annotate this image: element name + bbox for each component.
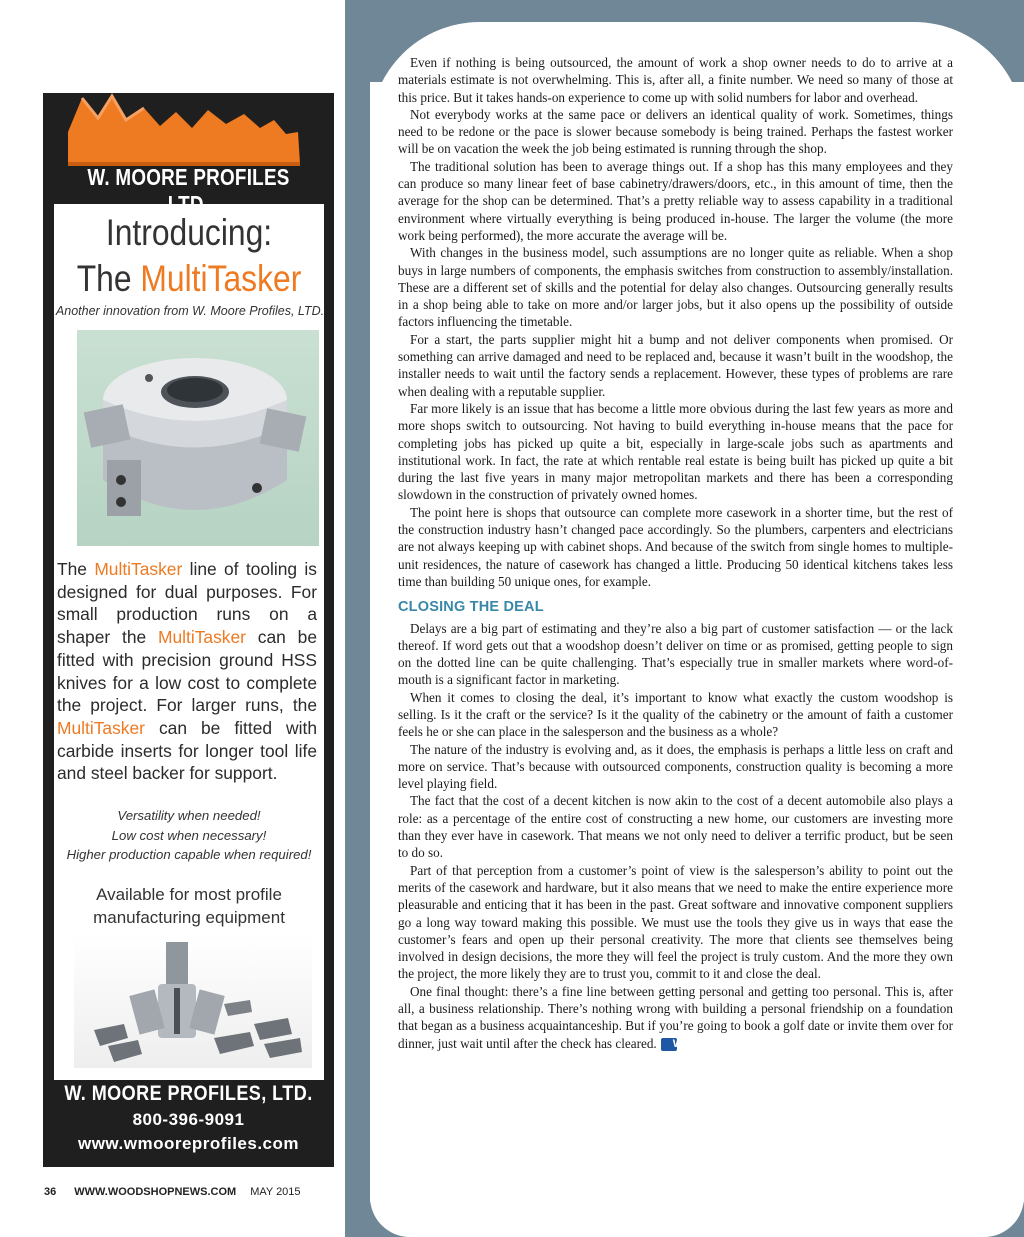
article-paragraph: Part of that perception from a customer’s point of view is the salesperson’s ability to point out the merits of the casework and hardware, but it also means that we need to make the entire experience more pleasurable and enticing that it has been in the past. Great software and innovative component suppliers go a long way toward making this possible. We must use the tools they give us in ways that ease the customer’s fears and open up their personal creativity. The more that clients see themselves being involved in design decisions, the more they will feel the project is truly custom. And the more they own the project, the more likely they are to trust you, commit to it and close the deal.: [398, 862, 953, 982]
ad-headline-intro: Introducing:: [105, 212, 273, 253]
article-body: [398, 54, 953, 1052]
ad-availability-line: Available for most profile: [96, 885, 282, 904]
page-number: 36: [44, 1186, 57, 1198]
article-paragraph: Far more likely is an issue that has become a little more obvious during the last few years as more and more shops switch to outsourcing. Not having to build everything in-house means that the pace for completing jobs has picked up quite a bit, especially in large-scale jobs such as apartments and institutional work. In fact, the rate at which rentable real estate is being built has picked up quite a bit during the last five years in many major metropolitan markets and there has been a corresponding slowdown in the construction of privately owned homes.: [398, 400, 953, 503]
article-card-bottom: [370, 1180, 1024, 1237]
ad-body-brand: MultiTasker: [94, 559, 183, 579]
page-folio: [44, 1186, 301, 1198]
ad-availability-line: manufacturing equipment: [93, 907, 285, 927]
ad-benefits: [54, 806, 324, 865]
end-mark-icon: W: [661, 1038, 677, 1051]
tooling-set-product-image: [74, 934, 312, 1068]
company-logo-icon: [60, 88, 310, 168]
ad-body-text: can be fitted with precision ground HSS knives for a low cost to complete the project. For larger runs, the: [57, 627, 317, 716]
ad-benefit-line: Low cost when necessary!: [111, 827, 267, 843]
article-paragraph-final: [398, 983, 953, 1052]
tooling-set-icon: [74, 934, 312, 1068]
ad-headline-product: [73, 258, 305, 300]
company-title: W. MOORE PROFILES: [87, 164, 290, 190]
article-paragraph: With changes in the business model, such assumptions are no longer quite as reliable. When a shop buys in large numbers of components, the emphasis switches from construction to assembly/installation. These are a different set of skills and the potential for delay also changes. Outsourcing generally results in a shop being able to take on more and/or larger jobs, but it also opens up the possibility of outside factors influencing the timetable.: [398, 245, 953, 330]
ad-tagline: Another innovation from W. Moore Profiles, LTD.: [55, 304, 325, 318]
ad-body-brand: MultiTasker: [158, 627, 246, 648]
ad-availability: [54, 884, 324, 929]
ad-benefit-line: Versatility when needed!: [117, 808, 261, 823]
section-heading: CLOSING THE DEAL: [398, 599, 544, 616]
ad-body-brand: MultiTasker: [57, 717, 145, 738]
ad-body-text: line of tooling is designed for dual purposes. For small production runs on a shaper the: [57, 559, 317, 648]
ad-body-copy: [57, 558, 317, 785]
article-paragraph: The fact that the cost of a decent kitchen is now akin to the cost of a decent automobile also plays a role: as a percentage of the entire cost of constructing a new home, our customers are investing more than they ever have in casework. That means we not only need to deliver a terrific product, but be seen to do so.: [398, 793, 953, 861]
cutterhead-product-image: [77, 330, 319, 546]
cutterhead-icon: [77, 330, 319, 546]
article-paragraph: The point here is shops that outsource can complete more casework in a shorter time, but the rest of the construction industry hasn’t changed pace accordingly. So the plumbers, carpenters and electricians are not always keeping up with cabinet shops. And because of the switch from single homes to multiple-unit residences, the nature of casework has changed a little. Producing 50 identical kitchens takes less time than building 50 unique ones, for example.: [398, 504, 953, 589]
article-paragraph: The nature of the industry is evolving and, as it does, the emphasis is perhaps a little less on craft and more on service. That’s because with outsourced components, construction quality is becoming a more level playing field.: [398, 741, 953, 792]
article-paragraph: Not everybody works at the same pace or delivers an identical quality of work. Sometimes, things need to be redone or the pace is slower because somebody is being trained. Perhaps the fastest worker will be on vacation the week the job being estimated is running through the shop.: [398, 106, 953, 157]
ad-footer-website-link[interactable]: www.wmooreprofiles.com: [77, 1134, 300, 1153]
ad-body-text: can be fitted with carbide inserts for longer tool life and steel backer for support.: [57, 717, 317, 784]
article-paragraph-text: One final thought: there’s a fine line between getting personal and getting too personal. This is, after all, a business relationship. There’s nothing wrong with building a personal friendship on a foundation that began as a business acquaintanceship. But if you’re going to book a golf date or invite them over for dinner, just wait until after the check has cleared.: [398, 983, 953, 1051]
ad-headline-brand: MultiTasker: [140, 258, 302, 299]
article-paragraph: Delays are a big part of estimating and they’re also a big part of customer satisfaction — or the lack thereof. If word gets out that a woodshop doesn’t deliver on time or as promised, getting people to sign on the dotted line can be quite challenging. That’s especially true in smaller markets where word-of-mouth is a significant factor in marketing.: [398, 620, 953, 688]
article-paragraph: The traditional solution has been to average things out. If a shop has this many employees and they can produce so many linear feet of base cabinetry/drawers/doors, etc., in this amount of time, then the average for the shop can be determined. That’s a pretty reliable way to assess capability in a traditional environment where virtually everything is being produced in-house. The larger the volume (the more work being performed), the more accurate the average will be.: [398, 158, 953, 243]
article-paragraph: For a start, the parts supplier might hit a bump and not deliver components when promised. Or something can arrive damaged and need to be replaced and, because it wasn’t built in the woodshop, the installer needs to wait until the factory sends a replacement. However, these types of problems are rare when dealing with a reputable supplier.: [398, 331, 953, 399]
ad-body-text: The: [57, 559, 87, 579]
article-paragraph: Even if nothing is being outsourced, the amount of work a shop owner needs to do to arrive at a materials estimate is not overwhelming. This is, after all, a finite number. We need so many of those at this price. But it takes hands-on experience to come up with solid numbers for labor and overhead.: [398, 55, 953, 105]
issue-date: MAY 2015: [250, 1186, 301, 1198]
article-paragraph: When it comes to closing the deal, it’s important to know what exactly the custom woodshop is selling. Is it the craft or the service? Is it the quality of the cabinetry or the amount of faith a customer feels he or she can place in the salesperson and the business as a whole?: [398, 689, 953, 740]
ad-benefit-line: Higher production capable when required!: [66, 847, 312, 862]
ad-footer-company: W. MOORE PROFILES, LTD.: [64, 1082, 313, 1105]
ad-headline-the: The: [76, 258, 132, 299]
ad-footer-phone[interactable]: 800-396-9091: [132, 1110, 245, 1129]
publication-website: WWW.WOODSHOPNEWS.COM: [74, 1186, 237, 1198]
